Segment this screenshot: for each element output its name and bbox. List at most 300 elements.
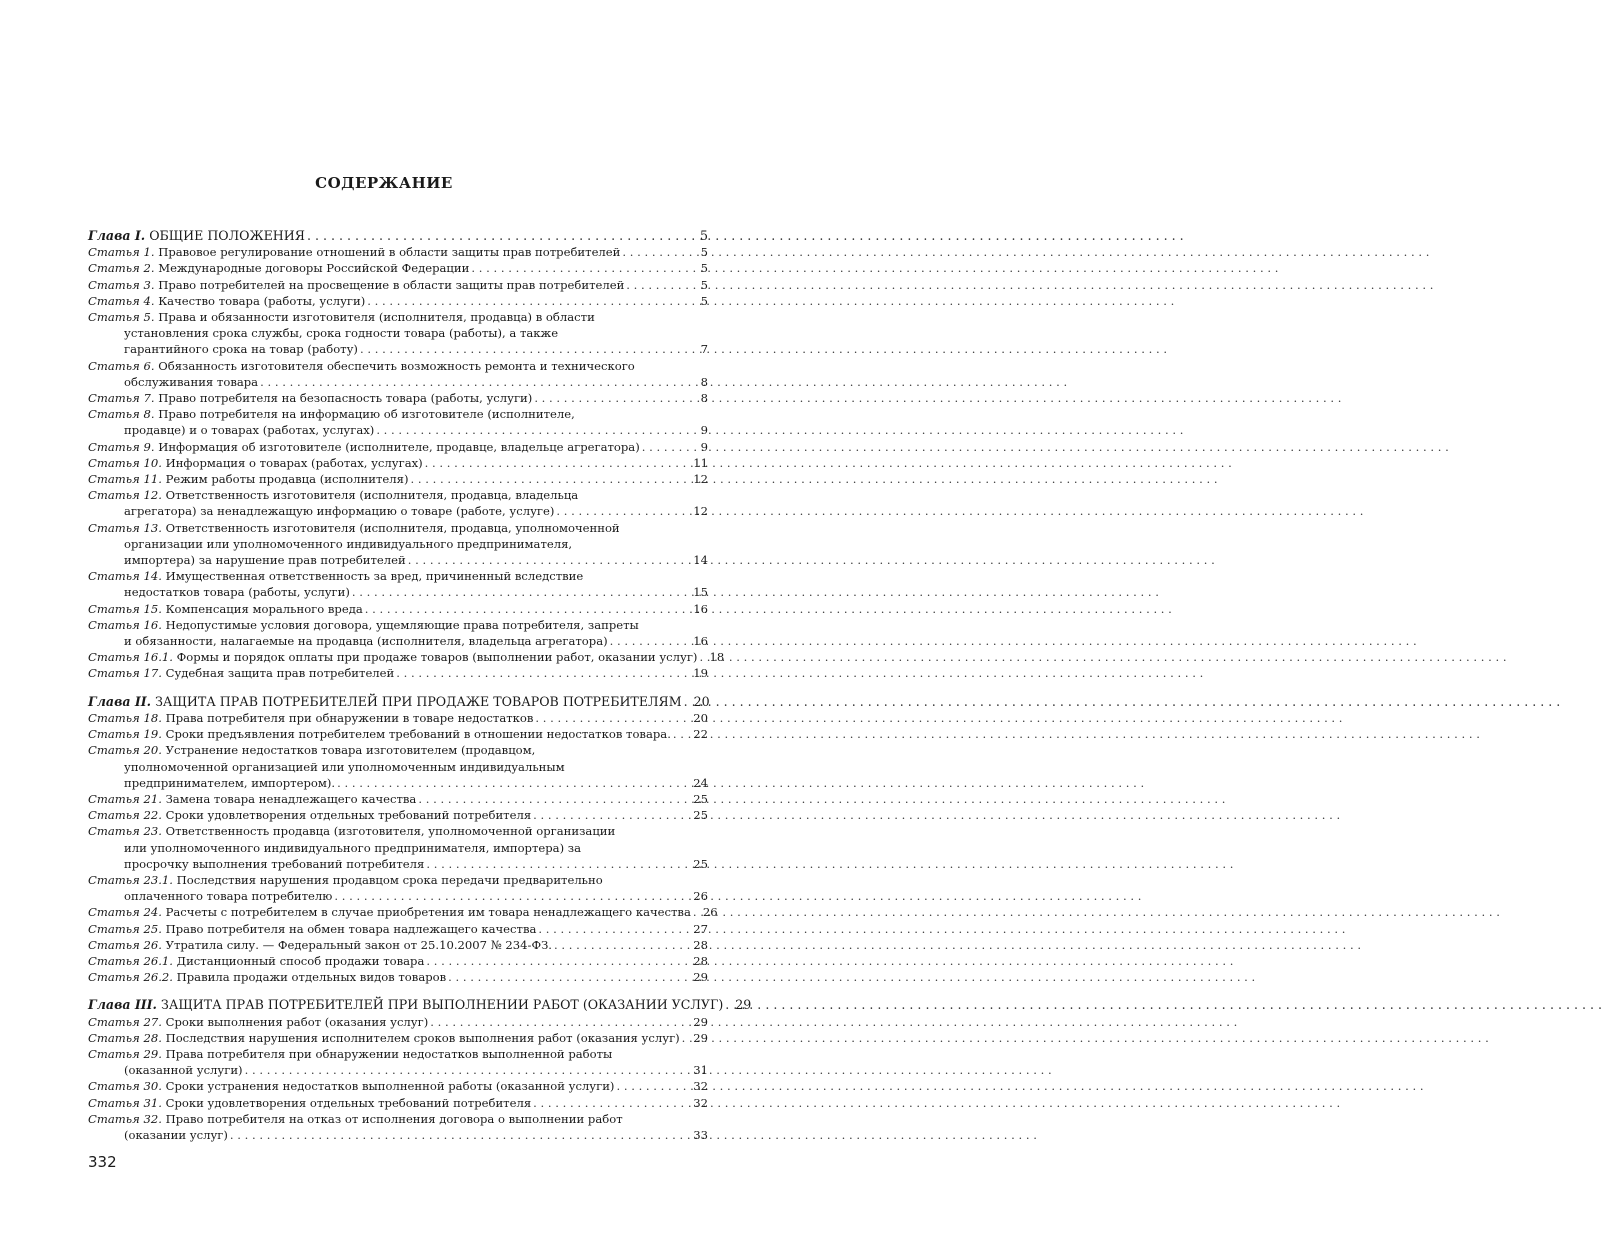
leader-dots — [376, 422, 694, 438]
entry-text — [88, 568, 583, 584]
toc-entry-line — [88, 617, 708, 633]
article-title-line: Последствия нарушения исполнителем сроков выполнения работ (оказания услуг) — [165, 1030, 680, 1045]
entry-text — [88, 665, 394, 681]
toc-entry-line — [88, 1111, 708, 1127]
leader-dots — [408, 552, 691, 568]
article-title-line: Ответственность изготовителя (исполнителя, продавца, владельца — [165, 488, 579, 503]
article-label: Статья 21. — [88, 791, 162, 806]
entry-text — [124, 840, 581, 856]
leader-dots — [396, 665, 691, 681]
article-label: Статья 11. — [88, 472, 162, 487]
toc-entry-line — [88, 568, 708, 584]
chapter-page: 20 — [693, 693, 710, 709]
toc-entry — [88, 293, 708, 309]
article-title-line: оплаченного товара потребителю — [124, 889, 333, 904]
toc-entry — [88, 872, 708, 904]
toc-entry — [88, 1030, 708, 1046]
article-label: Статья 15. — [88, 601, 162, 616]
entry-text — [88, 358, 635, 374]
article-page: 25 — [693, 856, 708, 871]
article-label: Статья 7. — [88, 391, 155, 406]
article-label: Статья 10. — [88, 455, 162, 470]
article-label: Статья 16. — [88, 617, 162, 632]
entry-text — [124, 325, 558, 341]
article-page: 26 — [702, 905, 718, 920]
toc-entry — [88, 260, 708, 276]
article-page: 28 — [693, 953, 708, 968]
toc-entry — [88, 742, 708, 791]
toc-entry-line — [88, 888, 708, 904]
toc-entry-line — [88, 341, 708, 357]
article-label: Статья 23.1. — [88, 872, 173, 887]
page-title: СОДЕРЖАНИЕ — [315, 174, 453, 192]
article-title-line: (оказанной услуги) — [124, 1063, 243, 1078]
toc-entry — [88, 568, 708, 600]
entry-text — [124, 552, 406, 568]
toc-entry-line — [88, 422, 708, 438]
entry-text — [88, 520, 620, 536]
toc-entry — [88, 358, 708, 390]
leader-dots — [334, 888, 691, 904]
entry-text — [88, 921, 536, 937]
article-title-line: Компенсация морального вреда — [165, 601, 363, 616]
article-page: 26 — [693, 889, 708, 904]
entry-text — [88, 823, 615, 839]
article-label: Статья 24. — [88, 905, 162, 920]
article-label: Статья 18. — [88, 710, 162, 725]
entry-text — [88, 710, 533, 726]
entry-text — [88, 1078, 614, 1094]
article-title-line: Расчеты с потребителем в случае приобретения им товара ненадлежащего качества — [165, 905, 691, 920]
toc-entry-line — [88, 1046, 708, 1062]
article-title-line: недостатков товара (работы, услуги) — [124, 585, 350, 600]
toc-entry-line — [88, 1062, 708, 1078]
entry-text — [88, 439, 640, 455]
toc-entry-line — [88, 244, 708, 260]
toc-entry — [88, 1095, 708, 1111]
toc-entry — [88, 726, 708, 742]
article-title-line: Права и обязанности изготовителя (исполнителя, продавца) в области — [158, 310, 595, 325]
chapter-title — [88, 228, 305, 244]
toc-entry-line — [88, 1030, 708, 1046]
article-title-line: Режим работы продавца (исполнителя) — [165, 472, 409, 487]
article-page: 24 — [693, 775, 708, 790]
article-title-line: Недопустимые условия договора, ущемляющие права потребителя, запреты — [165, 617, 639, 632]
leader-dots — [622, 244, 694, 260]
article-label: Статья 2. — [88, 261, 155, 276]
toc-entry-line — [88, 520, 708, 536]
chapter-label: Глава I. — [88, 228, 146, 243]
leader-dots — [535, 710, 691, 726]
article-label: Статья 1. — [88, 245, 155, 260]
toc-entry — [88, 791, 708, 807]
toc-entry — [88, 406, 708, 438]
toc-entry-line — [88, 552, 708, 568]
article-page: 5 — [700, 277, 708, 292]
leader-dots — [410, 471, 691, 487]
article-label: Статья 26. — [88, 937, 162, 952]
article-page: 32 — [693, 1079, 708, 1094]
article-title-line: продавце) и о товарах (работах, услугах) — [124, 423, 375, 438]
toc-entry — [88, 471, 708, 487]
article-label: Статья 6. — [88, 358, 155, 373]
entry-text — [124, 775, 335, 791]
article-page: 32 — [693, 1095, 708, 1110]
article-label: Статья 5. — [88, 310, 155, 325]
article-title-line: Сроки устранения недостатков выполненной работы (оказанной услуги) — [165, 1079, 615, 1094]
toc-entry-line — [88, 633, 708, 649]
article-title-line: Утратила силу. — Федеральный закон от 25.10.2007 № 234-ФЗ. — [165, 937, 552, 952]
article-title-line: Сроки удовлетворения отдельных требований потребителя — [165, 808, 532, 823]
article-label: Статья 26.1. — [88, 953, 173, 968]
article-page: 31 — [693, 1063, 708, 1078]
toc-entry — [88, 520, 708, 569]
toc-entry-line — [88, 325, 708, 341]
leader-dots — [260, 374, 694, 390]
toc-entry — [88, 710, 708, 726]
entry-text — [88, 953, 424, 969]
leader-dots — [725, 997, 733, 1013]
toc-entry — [88, 921, 708, 937]
article-label: Статья 9. — [88, 439, 155, 454]
entry-text — [124, 1127, 228, 1143]
article-title-line: Правовое регулирование отношений в области защиты прав потребителей — [158, 245, 621, 260]
article-title-line: Формы и порядок оплаты при продаже товаров (выполнении работ, оказании услуг) — [176, 650, 698, 665]
toc-entry — [88, 487, 708, 519]
article-title-line: Судебная защита прав потребителей — [165, 666, 395, 681]
article-label: Статья 8. — [88, 407, 155, 422]
toc-entry-line — [88, 1127, 708, 1143]
article-page: 8 — [700, 374, 708, 389]
toc-entry-line — [88, 487, 708, 503]
toc-entry-line — [88, 937, 708, 953]
article-title-line: обслуживания товара — [124, 374, 259, 389]
leader-dots — [533, 1095, 691, 1111]
entry-text — [88, 617, 639, 633]
chapter-label: Глава III. — [88, 997, 157, 1013]
entry-text — [124, 536, 572, 552]
toc-entry — [88, 244, 708, 260]
toc-entry-line — [88, 969, 708, 985]
article-label: Статья 30. — [88, 1079, 162, 1094]
toc-entry-line — [88, 710, 708, 726]
leader-dots — [337, 775, 691, 791]
entry-text — [124, 856, 424, 872]
entry-text — [124, 374, 258, 390]
entry-text — [88, 277, 624, 293]
article-page: 19 — [693, 666, 708, 681]
toc-entry — [88, 937, 708, 953]
entry-text — [124, 584, 350, 600]
article-page: 25 — [693, 808, 708, 823]
toc-entry — [88, 1078, 708, 1094]
article-title-line: Информация о товарах (работах, услугах) — [165, 455, 423, 470]
article-page: 29 — [693, 1014, 708, 1029]
toc-entry — [88, 390, 708, 406]
chapter-heading — [88, 997, 752, 1013]
toc-entry-line — [88, 921, 708, 937]
article-title-line: Устранение недостатков товара изготовителем (продавцом, — [165, 743, 536, 758]
leader-dots — [626, 277, 694, 293]
entry-text — [124, 1062, 243, 1078]
article-page: 7 — [700, 342, 708, 357]
entry-text — [88, 807, 531, 823]
toc-entry-line — [88, 759, 708, 775]
article-label: Статья 12. — [88, 488, 162, 503]
article-label: Статья 20. — [88, 743, 162, 758]
article-page: 20 — [693, 710, 708, 725]
entry-text — [124, 888, 332, 904]
article-title-line: Информация об изготовителе (исполнителе, продавце, владельце агрегатора) — [158, 439, 640, 454]
article-page: 12 — [693, 472, 708, 487]
chapter-heading — [88, 694, 708, 710]
toc-entry-line — [88, 536, 708, 552]
article-title-line: Право потребителя на обмен товара надлежащего качества — [165, 921, 537, 936]
entry-text — [88, 293, 365, 309]
chapter-title — [88, 694, 682, 710]
article-label: Статья 26.2. — [88, 970, 173, 985]
entry-text — [88, 471, 408, 487]
leader-dots — [616, 1078, 691, 1094]
entry-text — [88, 601, 363, 617]
chapter-heading — [88, 228, 708, 244]
article-page: 9 — [700, 439, 708, 454]
toc-entry-line — [88, 856, 708, 872]
leader-dots — [642, 439, 694, 455]
article-label: Статья 28. — [88, 1030, 162, 1045]
article-page: 12 — [693, 504, 708, 519]
article-title-line: Сроки предъявления потребителем требований в отношении недостатков товара. — [165, 727, 671, 742]
article-title-line: Ответственность продавца (изготовителя, уполномоченной организации — [165, 824, 616, 839]
article-title-line: Обязанность изготовителя обеспечить возможность ремонта и технического — [158, 358, 635, 373]
entry-text — [88, 1030, 680, 1046]
leader-dots — [682, 1030, 692, 1046]
article-page: 5 — [700, 245, 708, 260]
leader-dots — [418, 791, 691, 807]
toc-entry — [88, 439, 708, 455]
entry-text — [88, 1014, 428, 1030]
page-number: 332 — [88, 1153, 117, 1171]
toc-entry — [88, 823, 708, 872]
toc-entry — [88, 277, 708, 293]
entry-text — [88, 649, 697, 665]
toc-entry-line — [88, 309, 708, 325]
article-page: 33 — [693, 1127, 708, 1142]
article-label: Статья 31. — [88, 1095, 162, 1110]
article-page: 16 — [693, 601, 708, 616]
chapter-spacer — [88, 682, 708, 694]
article-title-line: и обязанности, налагаемые на продавца (исполнителя, владельца агрегатора) — [124, 634, 608, 649]
toc-entry-line — [88, 601, 708, 617]
entry-text — [124, 341, 358, 357]
toc-entry — [88, 1046, 708, 1078]
entry-text — [88, 742, 535, 758]
toc-entry — [88, 953, 708, 969]
toc-entry-line — [88, 584, 708, 600]
article-page: 11 — [693, 455, 708, 470]
leader-dots — [307, 228, 694, 244]
article-page: 15 — [693, 585, 708, 600]
toc-entry-line — [88, 775, 708, 791]
chapter-page: 5 — [699, 228, 708, 243]
article-label: Статья 16.1. — [88, 650, 173, 665]
article-page: 18 — [709, 650, 725, 665]
entry-text — [88, 309, 595, 325]
leader-dots — [610, 633, 692, 649]
leader-dots — [534, 390, 694, 406]
article-title-line: Последствия нарушения продавцом срока передачи предварительно — [176, 872, 603, 887]
leader-dots — [425, 455, 692, 471]
entry-text — [124, 503, 554, 519]
leader-dots — [365, 601, 691, 617]
leader-dots — [471, 260, 694, 276]
article-page: 8 — [700, 391, 708, 406]
toc-entry — [88, 904, 718, 920]
toc-entry-line — [88, 1078, 708, 1094]
entry-text — [124, 422, 374, 438]
article-title-line: организации или уполномоченного индивидуального предпринимателя, — [124, 536, 573, 551]
toc-entry — [88, 309, 708, 358]
leader-dots — [699, 649, 707, 665]
article-title-line: Сроки удовлетворения отдельных требований потребителя — [165, 1095, 532, 1110]
toc-entry-line — [88, 277, 708, 293]
toc-entry — [88, 665, 708, 681]
chapter-title-text: ЗАЩИТА ПРАВ ПОТРЕБИТЕЛЕЙ ПРИ ВЫПОЛНЕНИИ РАБОТ (ОКАЗАНИИ УСЛУГ) — [160, 997, 724, 1013]
leader-dots — [673, 726, 691, 742]
article-page: 25 — [693, 791, 708, 806]
article-title-line: Сроки выполнения работ (оказания услуг) — [165, 1014, 429, 1029]
article-title-line: Правила продажи отдельных видов товаров — [176, 970, 447, 985]
entry-text — [88, 1046, 612, 1062]
entry-text — [88, 969, 446, 985]
article-title-line: импортера) за нарушение прав потребителей — [124, 553, 406, 568]
leader-dots — [556, 503, 691, 519]
toc-entry-line — [88, 374, 708, 390]
article-page: 27 — [693, 921, 708, 936]
chapter-title-text: ЗАЩИТА ПРАВ ПОТРЕБИТЕЛЕЙ ПРИ ПРОДАЖЕ ТОВАРОВ ПОТРЕБИТЕЛЯМ — [155, 693, 682, 709]
toc-entry — [88, 807, 708, 823]
leader-dots — [693, 904, 701, 920]
article-title-line: или уполномоченного индивидуального предпринимателя, импортера) за — [124, 840, 582, 855]
toc-entry-line — [88, 665, 708, 681]
article-label: Статья 13. — [88, 520, 162, 535]
article-title-line: Право потребителя на информацию об изготовителе (исполнителе, — [158, 407, 575, 422]
chapter-spacer — [88, 985, 708, 997]
toc-entry — [88, 1111, 708, 1143]
chapter-title — [88, 997, 723, 1013]
table-of-contents — [88, 228, 752, 1143]
leader-dots — [367, 293, 694, 309]
article-page: 14 — [693, 553, 708, 568]
article-title-line: Право потребителя на отказ от исполнения договора о выполнении работ — [165, 1111, 623, 1126]
article-label: Статья 3. — [88, 277, 155, 292]
article-page: 5 — [700, 293, 708, 308]
article-page: 28 — [693, 937, 708, 952]
toc-entry — [88, 649, 725, 665]
article-title-line: Имущественная ответственность за вред, причиненный вследствие — [165, 569, 584, 584]
article-label: Статья 17. — [88, 666, 162, 681]
article-title-line: Качество товара (работы, услуги) — [158, 293, 366, 308]
toc-entry-line — [88, 872, 708, 888]
entry-text — [124, 759, 565, 775]
article-title-line: Дистанционный способ продажи товара — [176, 953, 425, 968]
toc-entry-line — [88, 1014, 708, 1030]
leader-dots — [554, 937, 691, 953]
article-label: Статья 25. — [88, 921, 162, 936]
leader-dots — [230, 1127, 691, 1143]
entry-text — [88, 244, 620, 260]
article-title-line: уполномоченной организацией или уполномоченным индивидуальным — [124, 759, 565, 774]
toc-entry-line — [88, 1095, 708, 1111]
toc-entry-line — [88, 439, 708, 455]
article-page: 16 — [693, 634, 708, 649]
article-title-line: Право потребителя на безопасность товара (работы, услуги) — [158, 391, 533, 406]
leader-dots — [448, 969, 691, 985]
leader-dots — [533, 807, 691, 823]
entry-text — [88, 1095, 531, 1111]
toc-entry-line — [88, 791, 708, 807]
entry-text — [88, 1111, 623, 1127]
toc-entry — [88, 969, 708, 985]
entry-text — [88, 390, 532, 406]
leader-dots — [538, 921, 691, 937]
leader-dots — [360, 341, 694, 357]
toc-entry-line — [88, 807, 708, 823]
entry-text — [88, 791, 416, 807]
article-title-line: Права потребителя при обнаружении в товаре недостатков — [165, 710, 534, 725]
article-page: 29 — [693, 970, 708, 985]
chapter-title-text: ОБЩИЕ ПОЛОЖЕНИЯ — [149, 228, 305, 243]
entry-text — [124, 633, 608, 649]
article-title-line: просрочку выполнения требований потребителя — [124, 856, 425, 871]
leader-dots — [426, 953, 691, 969]
entry-text — [88, 487, 578, 503]
article-title-line: агрегатора) за ненадлежащую информацию о товаре (работе, услуге) — [124, 504, 555, 519]
article-label: Статья 23. — [88, 824, 162, 839]
entry-text — [88, 904, 691, 920]
toc-entry — [88, 455, 708, 471]
article-title-line: предпринимателем, импортером). — [124, 775, 336, 790]
article-label: Статья 4. — [88, 293, 155, 308]
toc-entry — [88, 601, 708, 617]
leader-dots — [352, 584, 691, 600]
chapter-label: Глава II. — [88, 693, 152, 709]
toc-entry — [88, 617, 708, 649]
entry-text — [88, 872, 603, 888]
article-title-line: Право потребителей на просвещение в области защиты прав потребителей — [158, 277, 625, 292]
article-page: 9 — [700, 423, 708, 438]
toc-entry-line — [88, 260, 708, 276]
toc-entry-line — [88, 358, 708, 374]
article-label: Статья 14. — [88, 569, 162, 584]
article-title-line: гарантийного срока на товар (работу) — [124, 342, 358, 357]
leader-dots — [426, 856, 691, 872]
entry-text — [88, 937, 552, 953]
toc-entry-line — [88, 742, 708, 758]
toc-entry-line — [88, 471, 708, 487]
article-title-line: Права потребителя при обнаружении недостатков выполненной работы — [165, 1046, 613, 1061]
toc-entry-line — [88, 503, 708, 519]
entry-text — [88, 455, 423, 471]
toc-entry-line — [88, 649, 725, 665]
article-label: Статья 22. — [88, 808, 162, 823]
article-title-line: (оказании услуг) — [124, 1127, 228, 1142]
toc-entry — [88, 1014, 708, 1030]
toc-entry-line — [88, 840, 708, 856]
chapter-page: 29 — [735, 997, 752, 1013]
leader-dots — [245, 1062, 692, 1078]
toc-entry-line — [88, 953, 708, 969]
